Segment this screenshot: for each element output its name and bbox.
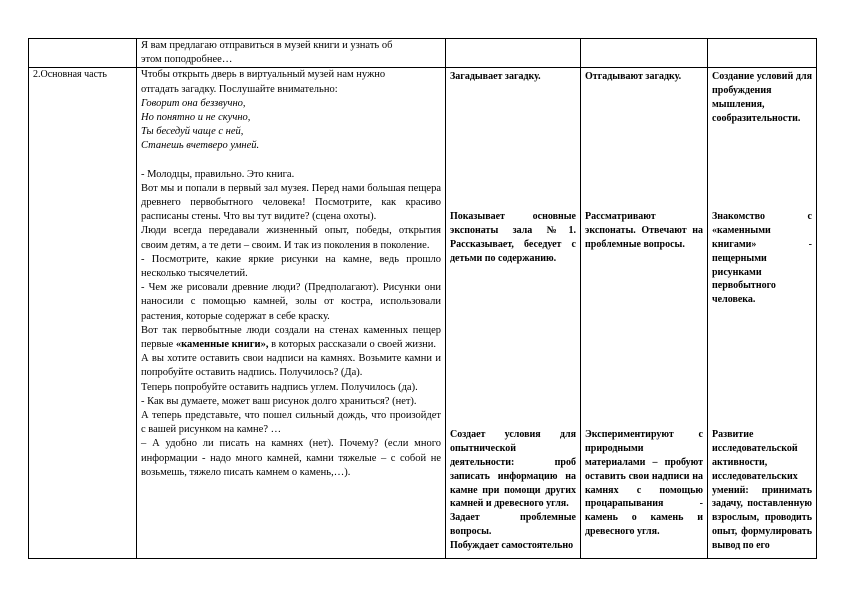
table-row: [29, 68, 817, 559]
riddle-line: Но понятно и не скучно,: [141, 112, 251, 124]
teacher-activity-item: Загадывает загадку.: [450, 71, 541, 83]
speech-paragraph: Теперь попробуйте оставить надпись углем. Получилось (да).: [141, 381, 418, 393]
teacher-activity-item: Побуждает самостоятельно: [450, 539, 574, 551]
teacher-activity-item: Создает условия для опытнической деятельности: проб записать информацию на камне при помощи других камней и древесного угля.: [450, 429, 576, 510]
goal-item: Создание условий для пробуждения мышления, сообразительности.: [712, 71, 812, 124]
speech-line: этом поподробнее…: [141, 54, 233, 66]
speech-text: Вот так первобытные люди создали на стенах каменных пещер первые: [141, 324, 441, 351]
teacher-activity-item: Задает проблемные вопросы.: [450, 512, 576, 537]
speech-paragraph: - Чем же рисовали древние люди? (Предполагают). Рисунки они наносили с помощью камней, золы от костра, использовали растения, которые содержат в себе краску.: [141, 282, 441, 322]
goal-cell: [708, 39, 817, 68]
speech-paragraph: А теперь представьте, что пошел сильный дождь, что произойдет с вашей рисунком на камне? …: [141, 410, 441, 436]
speech-paragraph: - Как вы думаете, может ваш рисунок долго храниться? (нет).: [141, 395, 417, 407]
goal-item: Знакомство с «каменными книгами» - пещерными рисунками первобытного человека.: [712, 211, 812, 306]
lesson-plan-table: [28, 38, 817, 559]
teacher-speech-cell: [137, 39, 446, 68]
teacher-speech-cell: [137, 68, 446, 559]
speech-paragraph: Люди всегда передавали жизненный опыт, победы, открытия своим детям, а те дети – своим. И так из поколения в поколение.: [141, 225, 441, 251]
speech-text: в которых рассказали о своей жизни.: [268, 339, 437, 351]
speech-paragraph: - Молодцы, правильно. Это книга.: [141, 168, 295, 180]
riddle-line: Станешь вчетверо умней.: [141, 140, 260, 152]
children-activity-item: Экспериментируют с природными материалами – пробуют оставить свои надписи на камнях с помощью процарапывания - камень о камень и древесного угля.: [585, 429, 703, 537]
children-activity-item: Рассматривают экспонаты. Отвечают на проблемные вопросы.: [585, 211, 703, 250]
riddle-line: Ты беседуй чаще с ней,: [141, 126, 244, 138]
children-activity-cell: [581, 68, 708, 559]
stage-cell: [29, 68, 137, 559]
children-activity-item: Отгадывают загадку.: [585, 71, 682, 83]
teacher-activity-cell: [446, 68, 581, 559]
stone-books-term: «каменные книги»,: [175, 339, 269, 351]
teacher-activity-cell: [446, 39, 581, 68]
intro-line: Чтобы открыть дверь в виртуальный музей нам нужно: [141, 69, 386, 81]
children-activity-cell: [581, 39, 708, 68]
speech-paragraph: [141, 324, 441, 352]
speech-paragraph: – А удобно ли писать на камнях (нет). Почему? (если много информации - надо много камней, камни тяжелые – с собой не возьмешь, тяжело писать камнем о камень,…).: [141, 438, 441, 478]
speech-line: Я вам предлагаю отправиться в музей книги и узнать об: [141, 40, 393, 51]
speech-paragraph: Вот мы и попали в первый зал музея. Перед нами большая пещера древнего первобытного человека! Посмотрите, как красиво расписаны стены. Что вы тут видите? (сцена охоты).: [141, 182, 441, 223]
intro-line: отгадать загадку. Послушайте внимательно:: [141, 83, 338, 95]
goal-cell: [708, 68, 817, 559]
stage-cell: [29, 39, 137, 68]
table-row: [29, 39, 817, 68]
speech-paragraph: - Посмотрите, какие яркие рисунки на камне, ведь прошло несколько тысячелетий.: [141, 253, 441, 280]
riddle-line: Говорит она беззвучно,: [141, 97, 246, 109]
goal-item: Развитие исследовательской активности, исследовательских умений: принимать задачу, поставленную взрослым, проводить опыт, формулировать вывод по его: [712, 429, 812, 551]
teacher-activity-item: Показывает основные экспонаты зала №1. Рассказывает, беседует с детьми по содержанию.: [450, 211, 576, 264]
speech-paragraph: А вы хотите оставить свои надписи на камнях. Возьмите камни и попробуйте оставить надпись. Получилось? (Да).: [141, 353, 441, 379]
stage-label: 2.Основная часть: [33, 69, 107, 81]
